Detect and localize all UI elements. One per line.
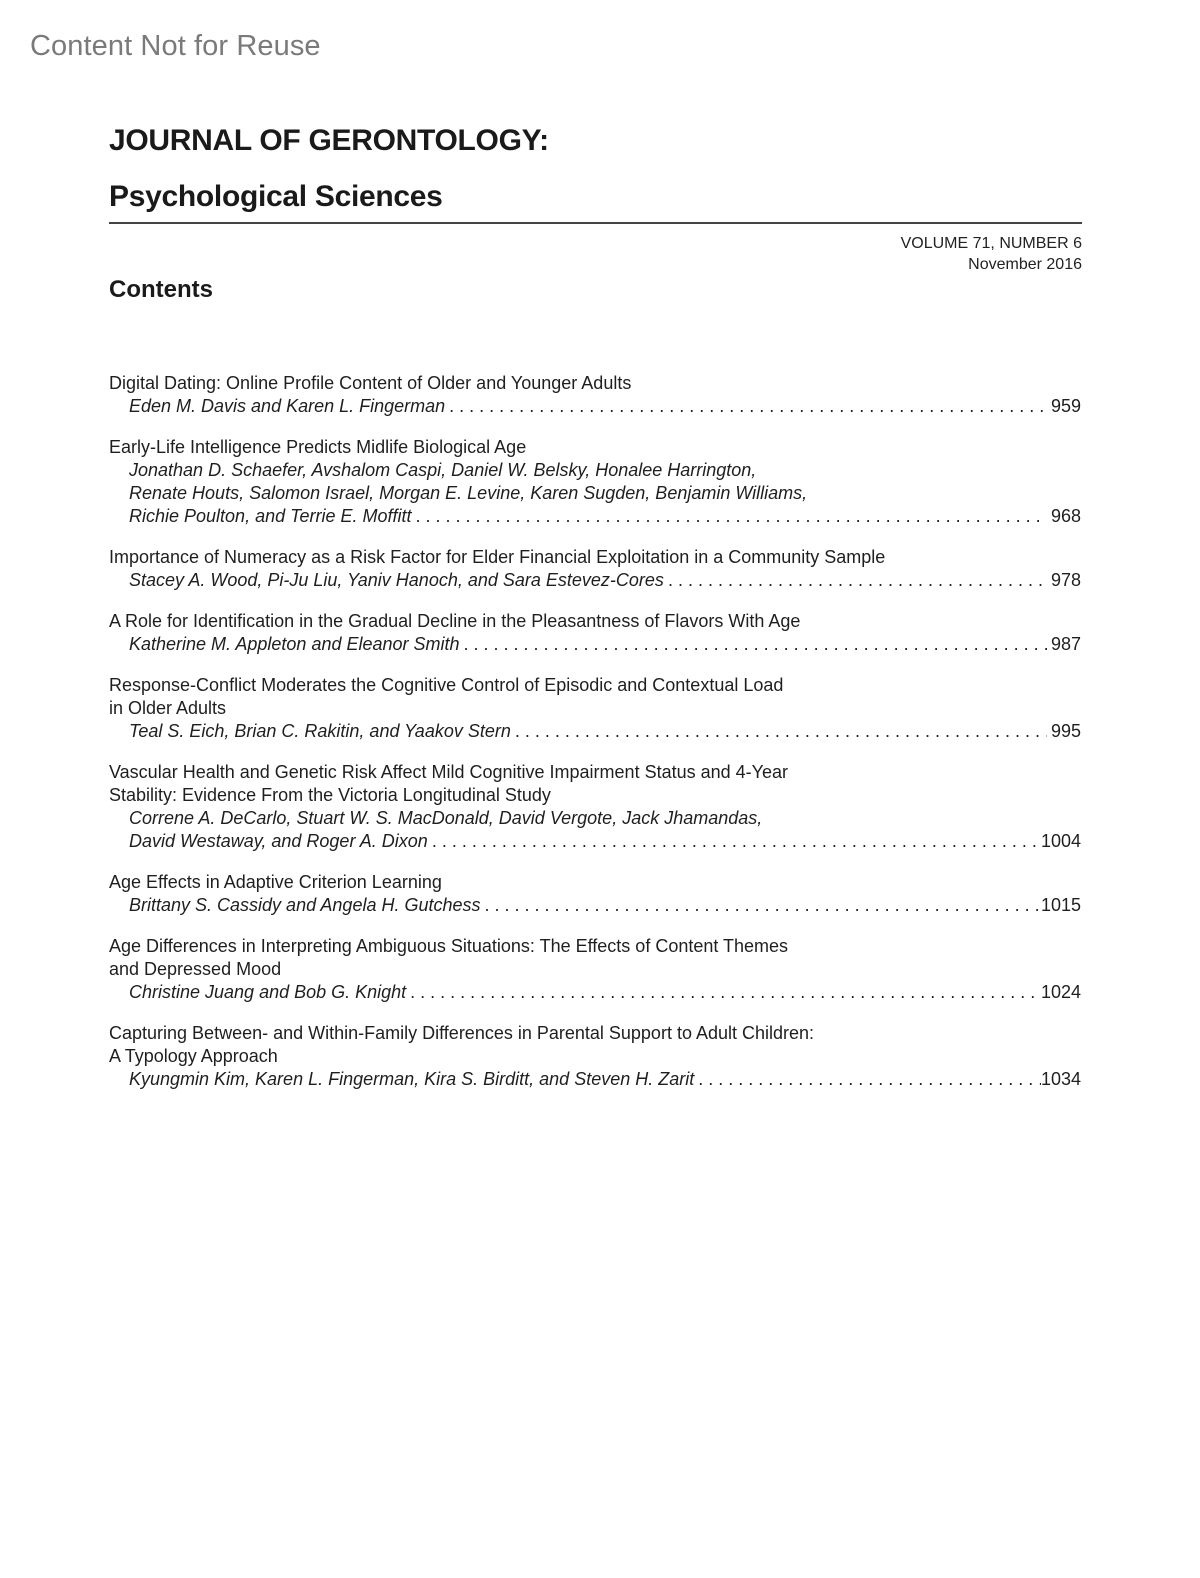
toc-entry xyxy=(109,610,1081,656)
article-title-line: and Depressed Mood xyxy=(109,959,282,979)
toc-entry xyxy=(109,546,1081,592)
watermark-text: Content Not for Reuse xyxy=(30,30,321,62)
article-title-line: Age Differences in Interpreting Ambiguous Situations: The Effects of Content Themes xyxy=(109,936,789,956)
article-authors-line: Kyungmin Kim, Karen L. Fingerman, Kira S. Birditt, and Steven H. Zarit xyxy=(129,1069,695,1089)
article-authors-line: Stacey A. Wood, Pi-Ju Liu, Yaniv Hanoch, and Sara Estevez-Cores xyxy=(129,570,664,590)
dot-leader xyxy=(694,1068,1041,1091)
article-authors-line: Brittany S. Cassidy and Angela H. Gutchess xyxy=(129,895,481,915)
page-number: 1024 xyxy=(1040,982,1081,1002)
dot-leader xyxy=(428,830,1041,853)
toc-entry xyxy=(109,1022,1081,1091)
contents-heading: Contents xyxy=(109,276,213,303)
article-title-line: Response-Conflict Moderates the Cognitive Control of Episodic and Contextual Load xyxy=(109,675,784,695)
toc-entry xyxy=(109,372,1081,418)
dot-leader xyxy=(411,505,1047,528)
issue-volume: VOLUME 71, NUMBER 6 xyxy=(900,235,1082,252)
article-authors-page-row xyxy=(109,1068,1081,1091)
article-title-line: Capturing Between- and Within-Family Differences in Parental Support to Adult Children: xyxy=(109,1023,815,1043)
toc-entry xyxy=(109,674,1081,743)
article-authors-page-row xyxy=(109,720,1081,743)
toc-entry xyxy=(109,436,1081,528)
journal-subtitle: Psychological Sciences xyxy=(109,180,443,213)
article-title-line: A Typology Approach xyxy=(109,1046,278,1066)
article-authors-page-row xyxy=(109,569,1081,592)
dot-leader xyxy=(481,894,1041,917)
article-title-line: Stability: Evidence From the Victoria Longitudinal Study xyxy=(109,785,551,805)
page-number: 968 xyxy=(1050,506,1081,526)
page-number: 1004 xyxy=(1040,831,1081,851)
toc-entry xyxy=(109,871,1081,917)
toc-entry xyxy=(109,935,1081,1004)
article-authors-line: Katherine M. Appleton and Eleanor Smith xyxy=(129,634,460,654)
dot-leader xyxy=(664,569,1047,592)
article-title-line: Early-Life Intelligence Predicts Midlife Biological Age xyxy=(109,437,527,457)
page-number: 978 xyxy=(1050,570,1081,590)
article-authors-line: Richie Poulton, and Terrie E. Moffitt xyxy=(129,506,412,526)
article-authors-line: Jonathan D. Schaefer, Avshalom Caspi, Daniel W. Belsky, Honalee Harrington, xyxy=(129,460,757,480)
article-title-line: Age Effects in Adaptive Criterion Learning xyxy=(109,872,442,892)
article-authors-page-row xyxy=(109,395,1081,418)
page-number: 987 xyxy=(1050,634,1081,654)
title-divider xyxy=(109,222,1082,224)
dot-leader xyxy=(460,633,1047,656)
article-title-line: A Role for Identification in the Gradual Decline in the Pleasantness of Flavors With Age xyxy=(109,611,801,631)
article-title-line: in Older Adults xyxy=(109,698,227,718)
dot-leader xyxy=(406,981,1041,1004)
article-authors-page-row xyxy=(109,830,1081,853)
journal-title: JOURNAL OF GERONTOLOGY: xyxy=(109,124,549,157)
article-title-line: Digital Dating: Online Profile Content of Older and Younger Adults xyxy=(109,373,632,393)
table-of-contents xyxy=(109,372,1081,1109)
article-title-line: Importance of Numeracy as a Risk Factor for Elder Financial Exploitation in a Community Sample xyxy=(109,547,886,567)
dot-leader xyxy=(445,395,1047,418)
article-authors-line: Eden M. Davis and Karen L. Fingerman xyxy=(129,396,446,416)
dot-leader xyxy=(511,720,1047,743)
article-authors-line: David Westaway, and Roger A. Dixon xyxy=(129,831,428,851)
page-number: 1034 xyxy=(1040,1069,1081,1089)
page-number: 1015 xyxy=(1040,895,1081,915)
article-authors-line: Correne A. DeCarlo, Stuart W. S. MacDonald, David Vergote, Jack Jhamandas, xyxy=(129,808,763,828)
article-authors-line: Christine Juang and Bob G. Knight xyxy=(129,982,407,1002)
article-authors-line: Renate Houts, Salomon Israel, Morgan E. Levine, Karen Sugden, Benjamin Williams, xyxy=(129,483,808,503)
page-number: 995 xyxy=(1050,721,1081,741)
issue-date: November 2016 xyxy=(968,256,1082,273)
article-authors-line: Teal S. Eich, Brian C. Rakitin, and Yaakov Stern xyxy=(129,721,511,741)
article-authors-page-row xyxy=(109,894,1081,917)
issue-info xyxy=(901,233,1082,275)
toc-entry xyxy=(109,761,1081,853)
article-authors-page-row xyxy=(109,633,1081,656)
article-authors-page-row xyxy=(109,505,1081,528)
article-authors-page-row xyxy=(109,981,1081,1004)
page-number: 959 xyxy=(1050,396,1081,416)
article-title-line: Vascular Health and Genetic Risk Affect Mild Cognitive Impairment Status and 4-Year xyxy=(109,762,789,782)
